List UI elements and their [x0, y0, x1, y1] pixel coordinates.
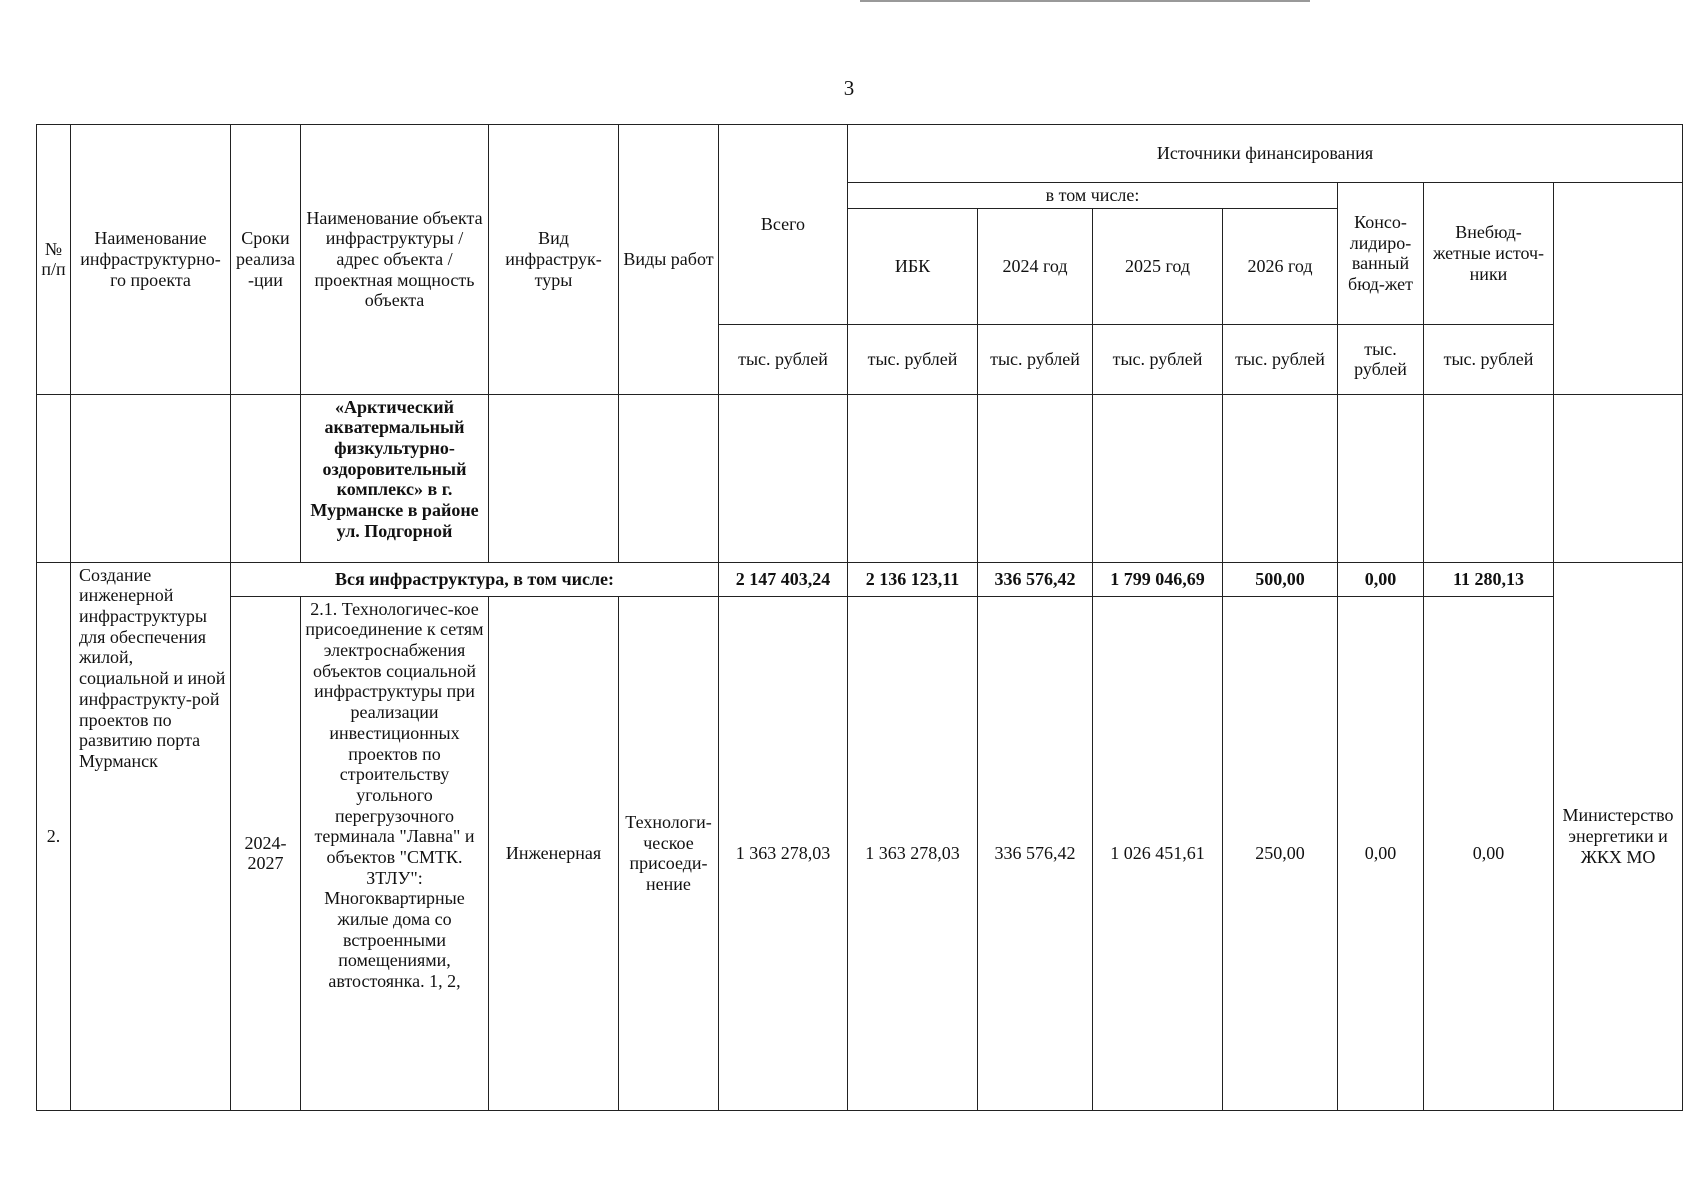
row2-grbs: Министерство энергетики и ЖКХ МО — [1554, 562, 1683, 1110]
cont-num — [37, 394, 71, 562]
header-object-name: Наименование объекта инфраструктуры / адрес объекта / проектная мощность объекта — [301, 125, 489, 395]
cont-cell — [619, 394, 719, 562]
header-2026: 2026 год — [1223, 208, 1338, 324]
header-extrabudget: Внебюд-жетные источ-ники — [1424, 183, 1554, 325]
header-works: Виды работ — [619, 125, 719, 395]
cont-cell — [489, 394, 619, 562]
unit-2026: тыс. рублей — [1223, 324, 1338, 394]
cont-cell — [1554, 394, 1683, 562]
row2-summary-consolidated: 0,00 — [1338, 562, 1424, 596]
header-ibk: ИБК — [848, 208, 978, 324]
row21-total: 1 363 278,03 — [719, 596, 848, 1110]
unit-2024: тыс. рублей — [978, 324, 1093, 394]
row21-works: Технологи-ческое присоеди-нение — [619, 596, 719, 1110]
cont-cell — [719, 394, 848, 562]
row2-project-name: Создание инженерной инфраструктуры для обеспечения жилой, социальной и иной инфраструкту-рой проектов по развитию порта Мурманск — [71, 562, 231, 1110]
row21-timing: 2024-2027 — [231, 596, 301, 1110]
unit-ibk: тыс. рублей — [848, 324, 978, 394]
cont-object-name: «Арктический акватермальный физкультурно-оздоровительный комплекс» в г. Мурманске в районе ул. Подгорной — [301, 394, 489, 562]
row2-summary-2025: 1 799 046,69 — [1093, 562, 1223, 596]
unit-consolidated: тыс. рублей — [1338, 324, 1424, 394]
header-consolidated: Консо-лидиро-ванный бюд-жет — [1338, 183, 1424, 325]
cont-cell — [848, 394, 978, 562]
row21-object-name: 2.1. Технологичес-кое присоединение к сетям электроснабжения объектов социальной инфраструктуры при реализации инвестиционных проектов по строительству угольного перегрузочного терминала "Лавна" и объектов "СМТК. ЗТЛУ": Многоквартирные жилые дома со встроенными помещениями, автостоянка. 1, 2, — [301, 596, 489, 1110]
header-timing: Сроки реализа -ции — [231, 125, 301, 395]
row2-summary-ibk: 2 136 123,11 — [848, 562, 978, 596]
unit-2025: тыс. рублей — [1093, 324, 1223, 394]
unit-extrabudget: тыс. рублей — [1424, 324, 1554, 394]
row2-num: 2. — [37, 562, 71, 1110]
header-infra-type: Вид инфраструк-туры — [489, 125, 619, 395]
header-total: Всего — [719, 125, 848, 325]
row21-2025: 1 026 451,61 — [1093, 596, 1223, 1110]
row2-summary-label: Вся инфраструктура, в том числе: — [231, 562, 719, 596]
cont-project — [71, 394, 231, 562]
row2-summary-extrabudget: 11 280,13 — [1424, 562, 1554, 596]
row21-2026: 250,00 — [1223, 596, 1338, 1110]
scan-artifact — [860, 0, 1310, 2]
cont-timing — [231, 394, 301, 562]
header-sources: Источники финансирования — [848, 125, 1683, 183]
header-including: в том числе: — [848, 183, 1338, 209]
row2-summary-2026: 500,00 — [1223, 562, 1338, 596]
cont-cell — [1338, 394, 1424, 562]
financing-table — [36, 124, 1683, 1111]
row21-ibk: 1 363 278,03 — [848, 596, 978, 1110]
row2-summary-2024: 336 576,42 — [978, 562, 1093, 596]
header-num: № п/п — [37, 125, 71, 395]
page-number: 3 — [843, 76, 855, 100]
cont-cell — [1223, 394, 1338, 562]
cont-cell — [1424, 394, 1554, 562]
header-2025: 2025 год — [1093, 208, 1223, 324]
row2-summary-total: 2 147 403,24 — [719, 562, 848, 596]
row21-infra-type: Инженерная — [489, 596, 619, 1110]
header-project-name: Наименование инфраструктурно-го проекта — [71, 125, 231, 395]
row21-consolidated: 0,00 — [1338, 596, 1424, 1110]
cont-cell — [1093, 394, 1223, 562]
header-2024: 2024 год — [978, 208, 1093, 324]
unit-total: тыс. рублей — [719, 324, 848, 394]
cont-cell — [978, 394, 1093, 562]
row21-extrabudget: 0,00 — [1424, 596, 1554, 1110]
row21-2024: 336 576,42 — [978, 596, 1093, 1110]
